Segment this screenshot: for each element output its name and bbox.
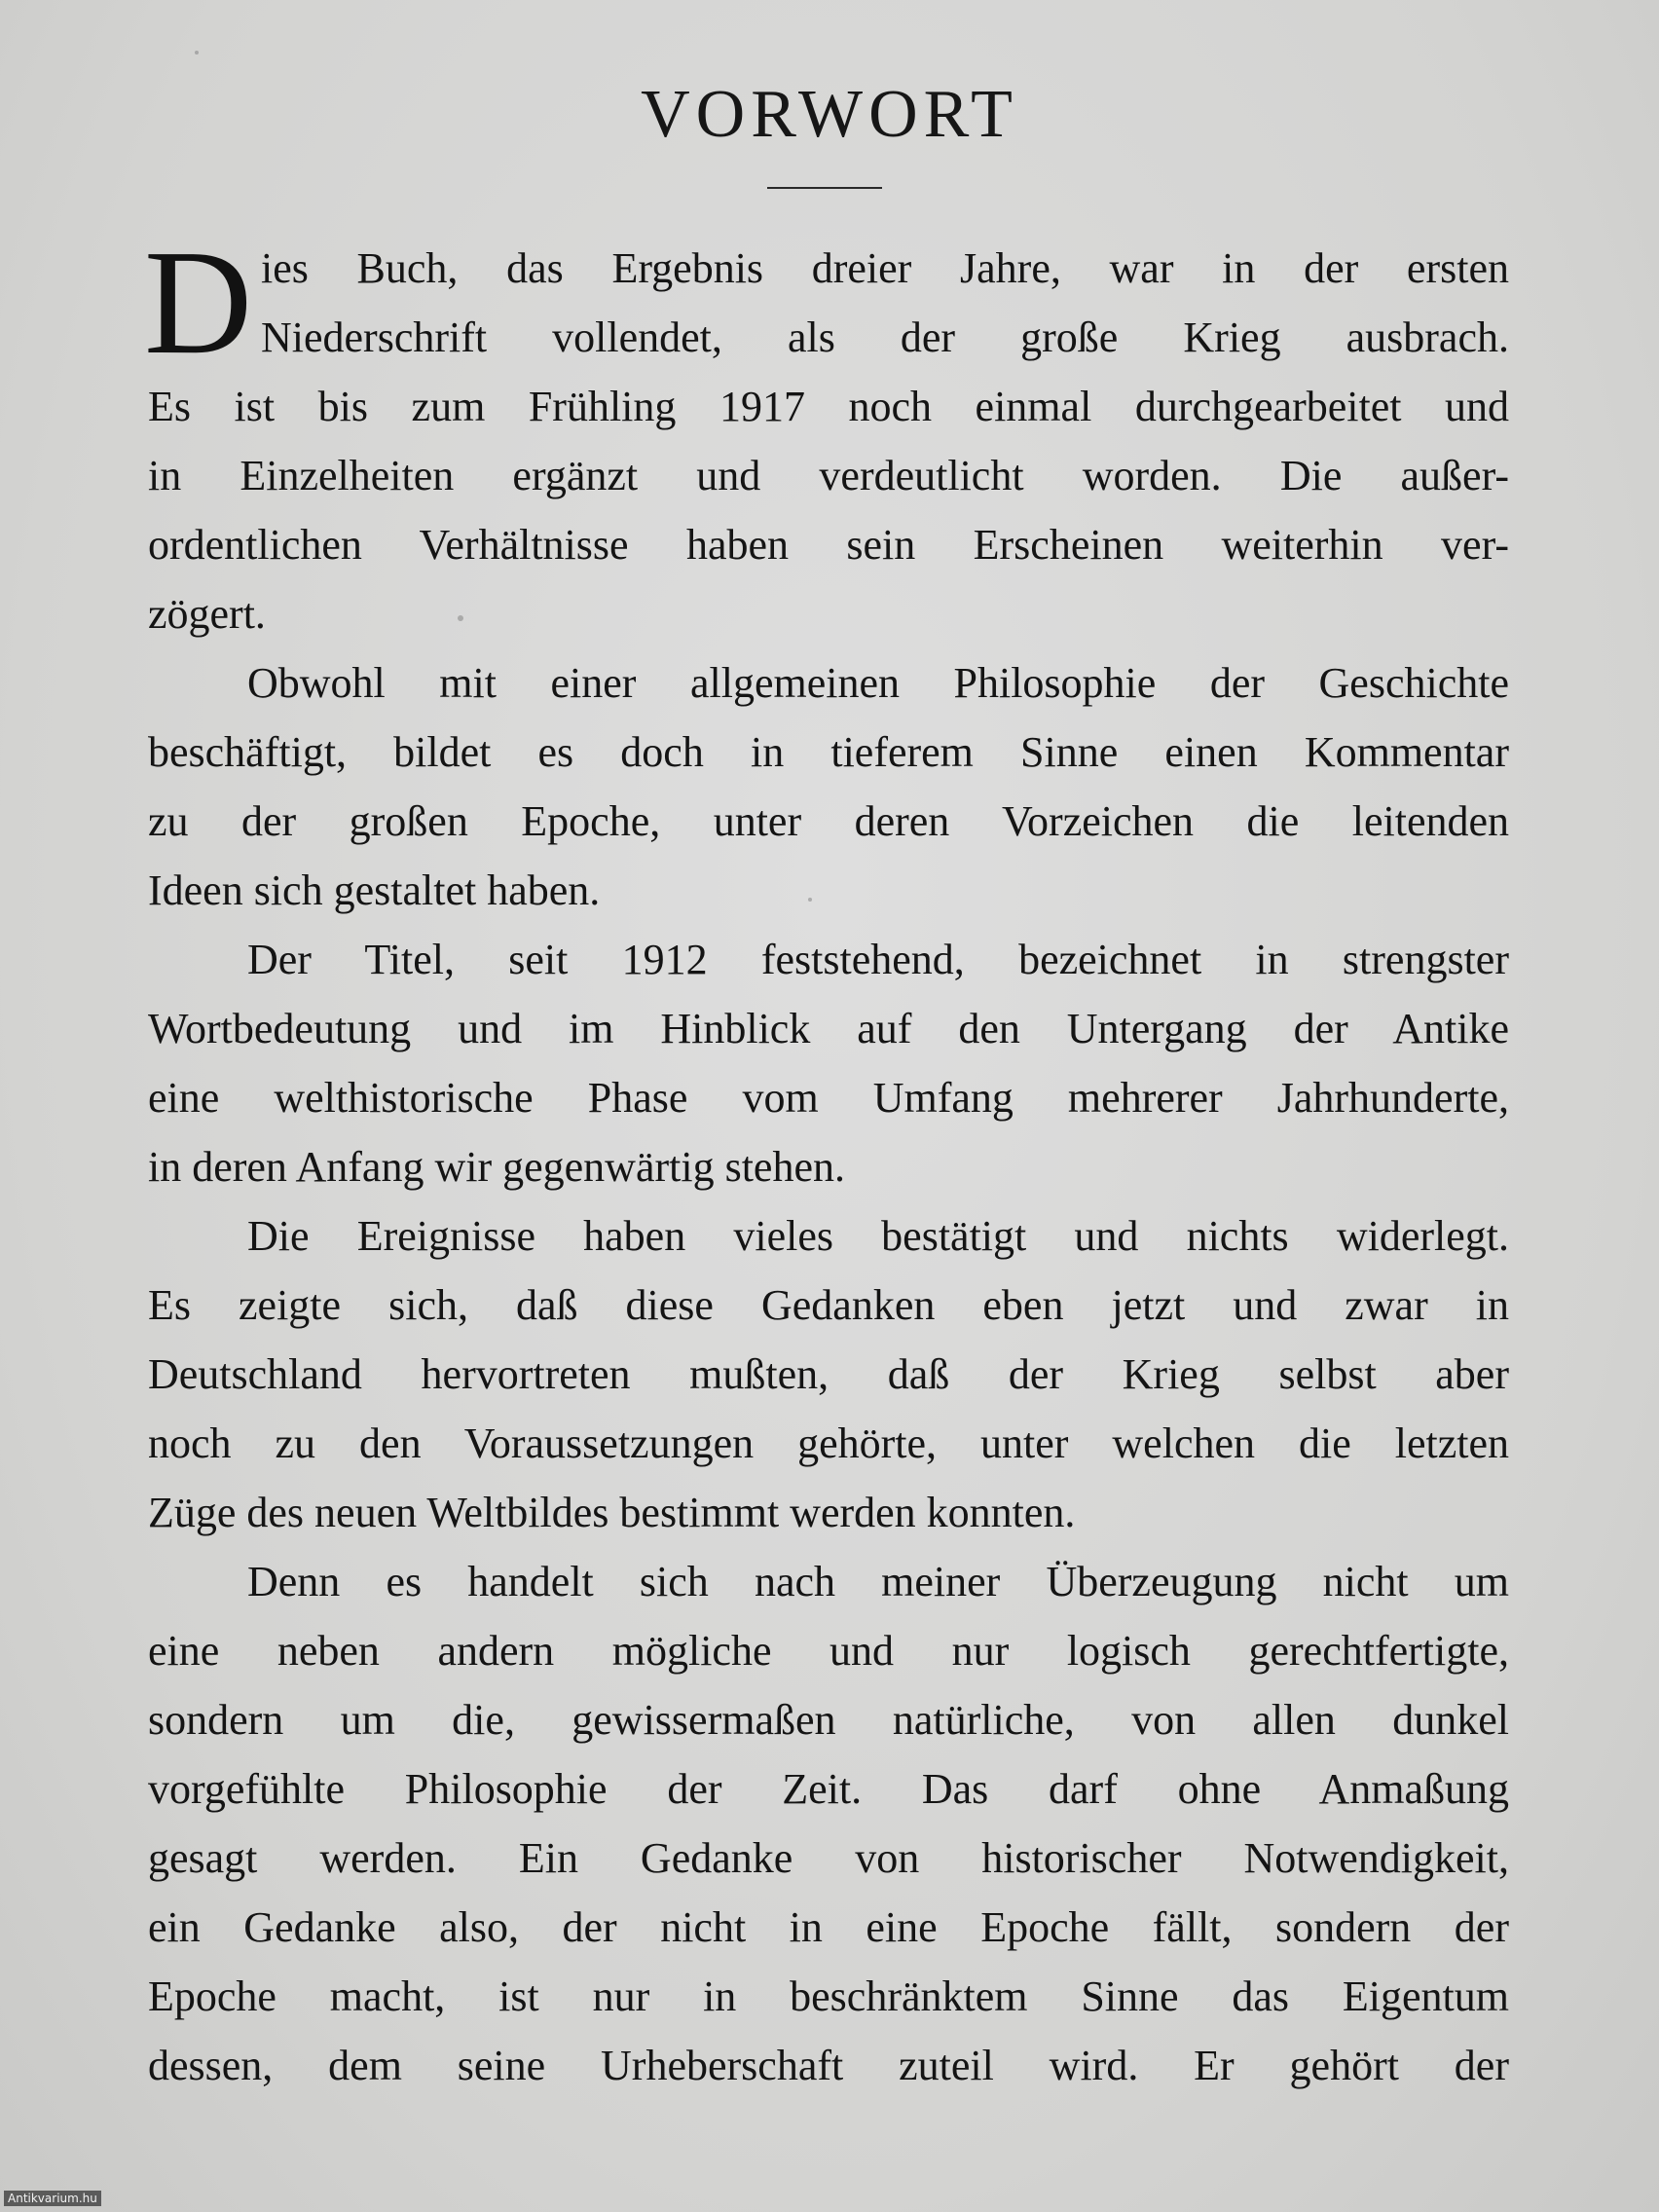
paragraph-line: Die Ereignisse haben vieles bestätigt und nichts widerlegt.	[247, 1212, 1509, 1260]
paragraph-line: Züge des neuen Weltbildes bestimmt werden konnten.	[148, 1489, 1076, 1536]
paragraph-line: eine welthistorische Phase vom Umfang mehrerer Jahrhunderte,	[148, 1074, 1509, 1122]
paragraph-line: gesagt werden. Ein Gedanke von historischer Notwendigkeit,	[148, 1834, 1509, 1882]
paragraph-line: in Einzelheiten ergänzt und verdeutlicht worden. Die außer-	[148, 452, 1509, 499]
paragraph-line: Denn es handelt sich nach meiner Überzeugung nicht um	[247, 1558, 1509, 1605]
paragraph-4	[148, 1201, 1509, 1547]
paragraph-line: Niederschrift vollendet, als der große Krieg ausbrach.	[261, 313, 1509, 361]
paragraph-3	[148, 925, 1509, 1201]
paper-speck	[195, 51, 199, 55]
paragraph-5	[148, 1547, 1509, 2100]
paragraph-line: dessen, dem seine Urheberschaft zuteil wird. Er gehört der	[148, 2042, 1509, 2089]
paragraph-line: in deren Anfang wir gegenwärtig stehen.	[148, 1143, 845, 1191]
paper-speck	[808, 898, 812, 902]
paragraph-line: Der Titel, seit 1912 feststehend, bezeichnet in strengster	[247, 936, 1509, 983]
paragraph-line: zögert.	[148, 590, 266, 638]
paragraph-line: Obwohl mit einer allgemeinen Philosophie der Geschichte	[247, 659, 1509, 707]
paragraph-line: Es ist bis zum Frühling 1917 noch einmal durchgearbeitet und	[148, 383, 1509, 430]
body-text	[144, 220, 1509, 2100]
paragraph-line: sondern um die, gewissermaßen natürliche, von allen dunkel	[148, 1696, 1509, 1744]
paragraph-2	[148, 648, 1509, 925]
paragraph-line: ein Gedanke also, der nicht in eine Epoche fällt, sondern der	[148, 1903, 1509, 1951]
watermark: Antikvarium.hu	[4, 2191, 101, 2206]
paper-speck	[458, 615, 463, 621]
paragraph-line: Es zeigte sich, daß diese Gedanken eben jetzt und zwar in	[148, 1281, 1509, 1329]
paragraph-line: zu der großen Epoche, unter deren Vorzeichen die leitenden	[148, 797, 1509, 845]
paragraph-line: ies Buch, das Ergebnis dreier Jahre, war in der ersten	[261, 244, 1509, 292]
paragraph-line: Ideen sich gestaltet haben.	[148, 866, 601, 914]
title-rule	[767, 187, 882, 189]
paragraph-line: Epoche macht, ist nur in beschränktem Sinne das Eigentum	[148, 1972, 1509, 2020]
paragraph-line: eine neben andern mögliche und nur logisch gerechtfertigte,	[148, 1627, 1509, 1675]
paragraph-line: noch zu den Voraussetzungen gehörte, unter welchen die letzten	[148, 1419, 1509, 1467]
paragraph-line: Wortbedeutung und im Hinblick auf den Untergang der Antike	[148, 1005, 1509, 1052]
page-title: VORWORT	[641, 77, 1018, 152]
drop-cap: D	[144, 220, 253, 386]
paragraph-line: beschäftigt, bildet es doch in tieferem Sinne einen Kommentar	[148, 728, 1509, 776]
paragraph-line: Deutschland hervortreten mußten, daß der Krieg selbst aber	[148, 1350, 1509, 1398]
paragraph-line: vorgefühlte Philosophie der Zeit. Das darf ohne Anmaßung	[148, 1765, 1509, 1813]
paragraph-line: ordentlichen Verhältnisse haben sein Erscheinen weiterhin ver-	[148, 521, 1509, 569]
paragraph-1	[144, 220, 1509, 648]
